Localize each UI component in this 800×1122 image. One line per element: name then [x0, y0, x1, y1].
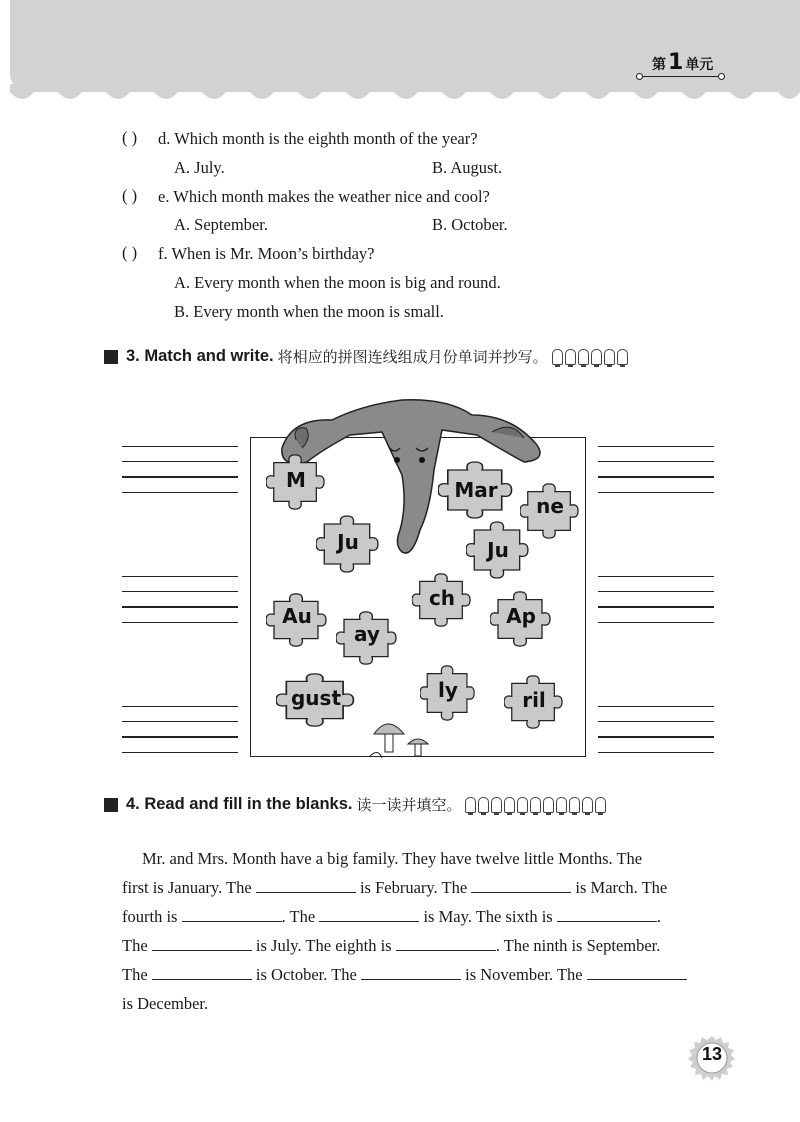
section3-difficulty: [552, 349, 628, 365]
section4-title-en: 4. Read and fill in the blanks.: [126, 795, 353, 813]
answer-paren-f[interactable]: ( ): [122, 243, 138, 262]
section3-title-zh: 将相应的拼图连线组成月份单词并抄写。: [277, 348, 548, 366]
unit-underline: [640, 76, 724, 77]
question-e: e. Which month makes the weather nice and cool?: [158, 187, 490, 206]
write-lines-left-3[interactable]: [122, 706, 238, 767]
lightbulb-icon: [556, 797, 567, 813]
option-e-a: A. September.: [174, 215, 268, 234]
passage-text: is November. The: [465, 965, 583, 984]
puzzle-label: M: [286, 468, 306, 492]
section-square-icon: [104, 350, 118, 364]
lightbulb-icon: [478, 797, 489, 813]
passage-text: first is January. The: [122, 878, 252, 897]
write-lines-left-1[interactable]: [122, 446, 238, 507]
passage-text: is July. The eighth is: [255, 936, 392, 955]
passage-line-1: Mr. and Mrs. Month have a big family. They have twelve little Months. The: [142, 849, 643, 868]
mushroom-decoration: [368, 712, 434, 760]
puzzle-label: Ju: [487, 538, 509, 562]
question-f: f. When is Mr. Moon’s birthday?: [158, 244, 375, 263]
section4-heading: [104, 794, 606, 815]
lightbulb-icon: [517, 797, 528, 813]
lightbulb-icon: [595, 797, 606, 813]
puzzle-label: gust: [290, 686, 342, 710]
option-f-b: B. Every month when the moon is small.: [174, 302, 444, 321]
blank-second[interactable]: [256, 891, 356, 893]
question-d: d. Which month is the eighth month of the year?: [158, 129, 478, 148]
puzzle-label: Mar: [454, 478, 498, 502]
passage-text: is October. The: [255, 965, 357, 984]
unit-prefix: 第: [652, 57, 666, 73]
puzzle-label: Ju: [337, 530, 359, 554]
passage-text: fourth is: [122, 907, 178, 926]
blank-seventh[interactable]: [152, 949, 252, 951]
answer-paren-e[interactable]: ( ): [122, 186, 138, 205]
option-f-a: A. Every month when the moon is big and round.: [174, 273, 501, 292]
lightbulb-icon: [504, 797, 515, 813]
passage-text: is March. The: [575, 878, 668, 897]
blank-twelfth[interactable]: [587, 978, 687, 980]
lightbulb-icon: [543, 797, 554, 813]
lightbulb-icon: [604, 349, 615, 365]
lightbulb-icon: [617, 349, 628, 365]
lightbulb-icon: [578, 349, 589, 365]
passage-text: . The: [281, 907, 316, 926]
blank-tenth[interactable]: [152, 978, 252, 980]
write-lines-left-2[interactable]: [122, 576, 238, 637]
puzzle-label: ly: [438, 678, 458, 702]
lightbulb-icon: [591, 349, 602, 365]
unit-number: 1: [668, 50, 684, 75]
lightbulb-icon: [491, 797, 502, 813]
passage-text: is February. The: [359, 878, 468, 897]
header-scallop-border: [10, 84, 800, 106]
passage-text: The: [122, 965, 148, 984]
option-e-b: B. October.: [432, 215, 508, 234]
lightbulb-icon: [465, 797, 476, 813]
puzzle-label: Au: [282, 604, 312, 628]
page-number: 13: [701, 1044, 723, 1064]
option-d-b: B. August.: [432, 158, 503, 177]
section-square-icon: [104, 798, 118, 812]
section3-heading: [104, 346, 628, 367]
write-lines-right-1[interactable]: [598, 446, 714, 507]
blank-third[interactable]: [471, 891, 571, 893]
passage-text: The: [122, 936, 148, 955]
write-lines-right-3[interactable]: [598, 706, 714, 767]
lightbulb-icon: [582, 797, 593, 813]
blank-sixth[interactable]: [557, 920, 657, 922]
unit-suffix: 单元: [685, 57, 714, 73]
passage-text: . The ninth is September.: [495, 936, 661, 955]
puzzle-label: ne: [536, 494, 564, 518]
blank-eleventh[interactable]: [361, 978, 461, 980]
lightbulb-icon: [530, 797, 541, 813]
section4-difficulty: [465, 797, 606, 813]
reading-passage: [122, 844, 722, 1018]
puzzle-label: Ap: [506, 604, 536, 628]
passage-text: .: [656, 907, 661, 926]
write-lines-right-2[interactable]: [598, 576, 714, 637]
puzzle-label: ay: [354, 622, 380, 646]
unit-dot-left: [636, 73, 643, 80]
passage-line-6: is December.: [122, 994, 209, 1013]
blank-eighth[interactable]: [396, 949, 496, 951]
blank-fourth[interactable]: [182, 920, 282, 922]
answer-paren-d[interactable]: ( ): [122, 128, 138, 147]
unit-label: [652, 52, 713, 78]
passage-text: is May. The sixth is: [423, 907, 553, 926]
puzzle-label: ch: [428, 586, 456, 610]
lightbulb-icon: [552, 349, 563, 365]
lightbulb-icon: [569, 797, 580, 813]
header-band: [10, 0, 800, 92]
section3-title-en: 3. Match and write.: [126, 347, 274, 365]
blank-fifth[interactable]: [319, 920, 419, 922]
option-d-a: A. July.: [174, 158, 225, 177]
section4-title-zh: 读一读并填空。: [356, 796, 462, 814]
puzzle-label: ril: [522, 688, 546, 712]
lightbulb-icon: [565, 349, 576, 365]
unit-dot-right: [718, 73, 725, 80]
